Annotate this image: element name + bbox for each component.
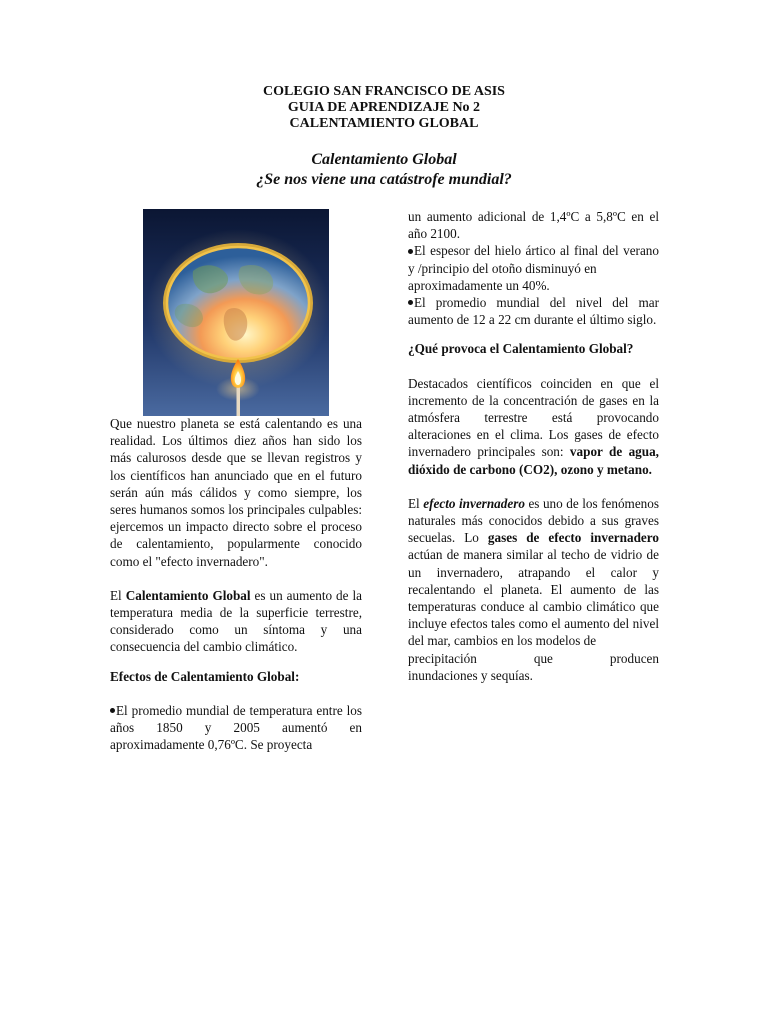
- causes-text: Destacados científicos coinciden en que el incremento de la concentración de gases en la atmósfera terrestre está provocando alteraciones en el clima. Los gases de efecto invernadero principales son:: [408, 375, 659, 460]
- earth-candle-illustration: [143, 209, 329, 416]
- right-column: [408, 208, 659, 684]
- effects-bullet-2-text: El espesor del hielo ártico al final del verano y /principio del otoño disminuyó en: [408, 243, 659, 276]
- greenhouse-text-3: precipitación que producen: [408, 650, 659, 666]
- greenhouse-prefix: El: [408, 495, 424, 511]
- school-name: COLEGIO SAN FRANCISCO DE ASIS: [263, 84, 505, 99]
- definition-term: Calentamiento Global: [125, 587, 251, 603]
- definition-paragraph: [110, 587, 362, 656]
- effects-bullet-1-text: El promedio mundial de temperatura entre los años 1850 y 2005 aumentó en aproximadamente 0,76ºC. Se proyecta: [110, 702, 362, 753]
- definition-prefix: El: [110, 587, 126, 603]
- effects-bullet-1-continued: un aumento adicional de 1,4ºC a 5,8ºC en el año 2100.: [408, 209, 659, 242]
- greenhouse-term: efecto invernadero: [423, 495, 525, 511]
- effects-bullet-2: [408, 242, 659, 276]
- guide-topic: CALENTAMIENTO GLOBAL: [289, 116, 479, 131]
- definition-body: es un aumento de la temperatura media de la superficie terrestre, considerado como un síntoma y una consecuencia del cambio climático.: [110, 587, 362, 655]
- greenhouse-gases-term: gases de efecto invernadero: [487, 530, 659, 546]
- left-column: [110, 415, 362, 753]
- document-header: [0, 84, 768, 132]
- greenhouse-gases-list: vapor de agua, dióxido de carbono (CO2), ozono y metano.: [408, 444, 659, 477]
- intro-paragraph: Que nuestro planeta se está calentando es una realidad. Los últimos diez años han sido los más calurosos desde que se llevan registros y los científicos han anunciado que en el futuro serán aún más cálidos y como siempre, los seres humanos somos los principales culpables: ejercemos un impacto directo sobre el proceso de calentamiento, popularmente conocido como el "efecto invernadero".: [110, 416, 362, 569]
- bullet-icon: [110, 708, 115, 713]
- title-main: Calentamiento Global: [311, 151, 457, 168]
- effects-bullet-1: [110, 702, 362, 754]
- greenhouse-text-4: inundaciones y sequías.: [408, 667, 533, 683]
- greenhouse-text-1: es uno de los fenómenos naturales más conocidos debido a sus graves secuelas. Lo: [408, 495, 659, 546]
- causes-heading: ¿Qué provoca el Calentamiento Global?: [408, 341, 634, 357]
- effects-bullet-2-continued: aproximadamente un 40%.: [408, 277, 550, 293]
- title-subtitle: ¿Se nos viene una catástrofe mundial?: [256, 171, 512, 188]
- greenhouse-text-2: actúan de manera similar al techo de vidrio de un invernadero, atrapando el calor y recalentando el planeta. El aumento de las temperaturas conduce al cambio climático que incluye efectos tales como el aumento del nivel del mar, cambios en los modelos de: [408, 547, 659, 649]
- bullet-icon: [408, 300, 413, 305]
- greenhouse-effect-paragraph: [408, 495, 659, 650]
- effects-heading: Efectos de Calentamiento Global:: [110, 668, 300, 684]
- guide-number: GUIA DE APRENDIZAJE No 2: [287, 100, 481, 115]
- causes-paragraph: [408, 375, 659, 478]
- effects-bullet-3: [408, 294, 659, 328]
- bullet-icon: [408, 249, 413, 254]
- document-title: [0, 150, 768, 190]
- effects-bullet-3-text: El promedio mundial del nivel del mar aumento de 12 a 22 cm durante el último siglo.: [408, 295, 659, 328]
